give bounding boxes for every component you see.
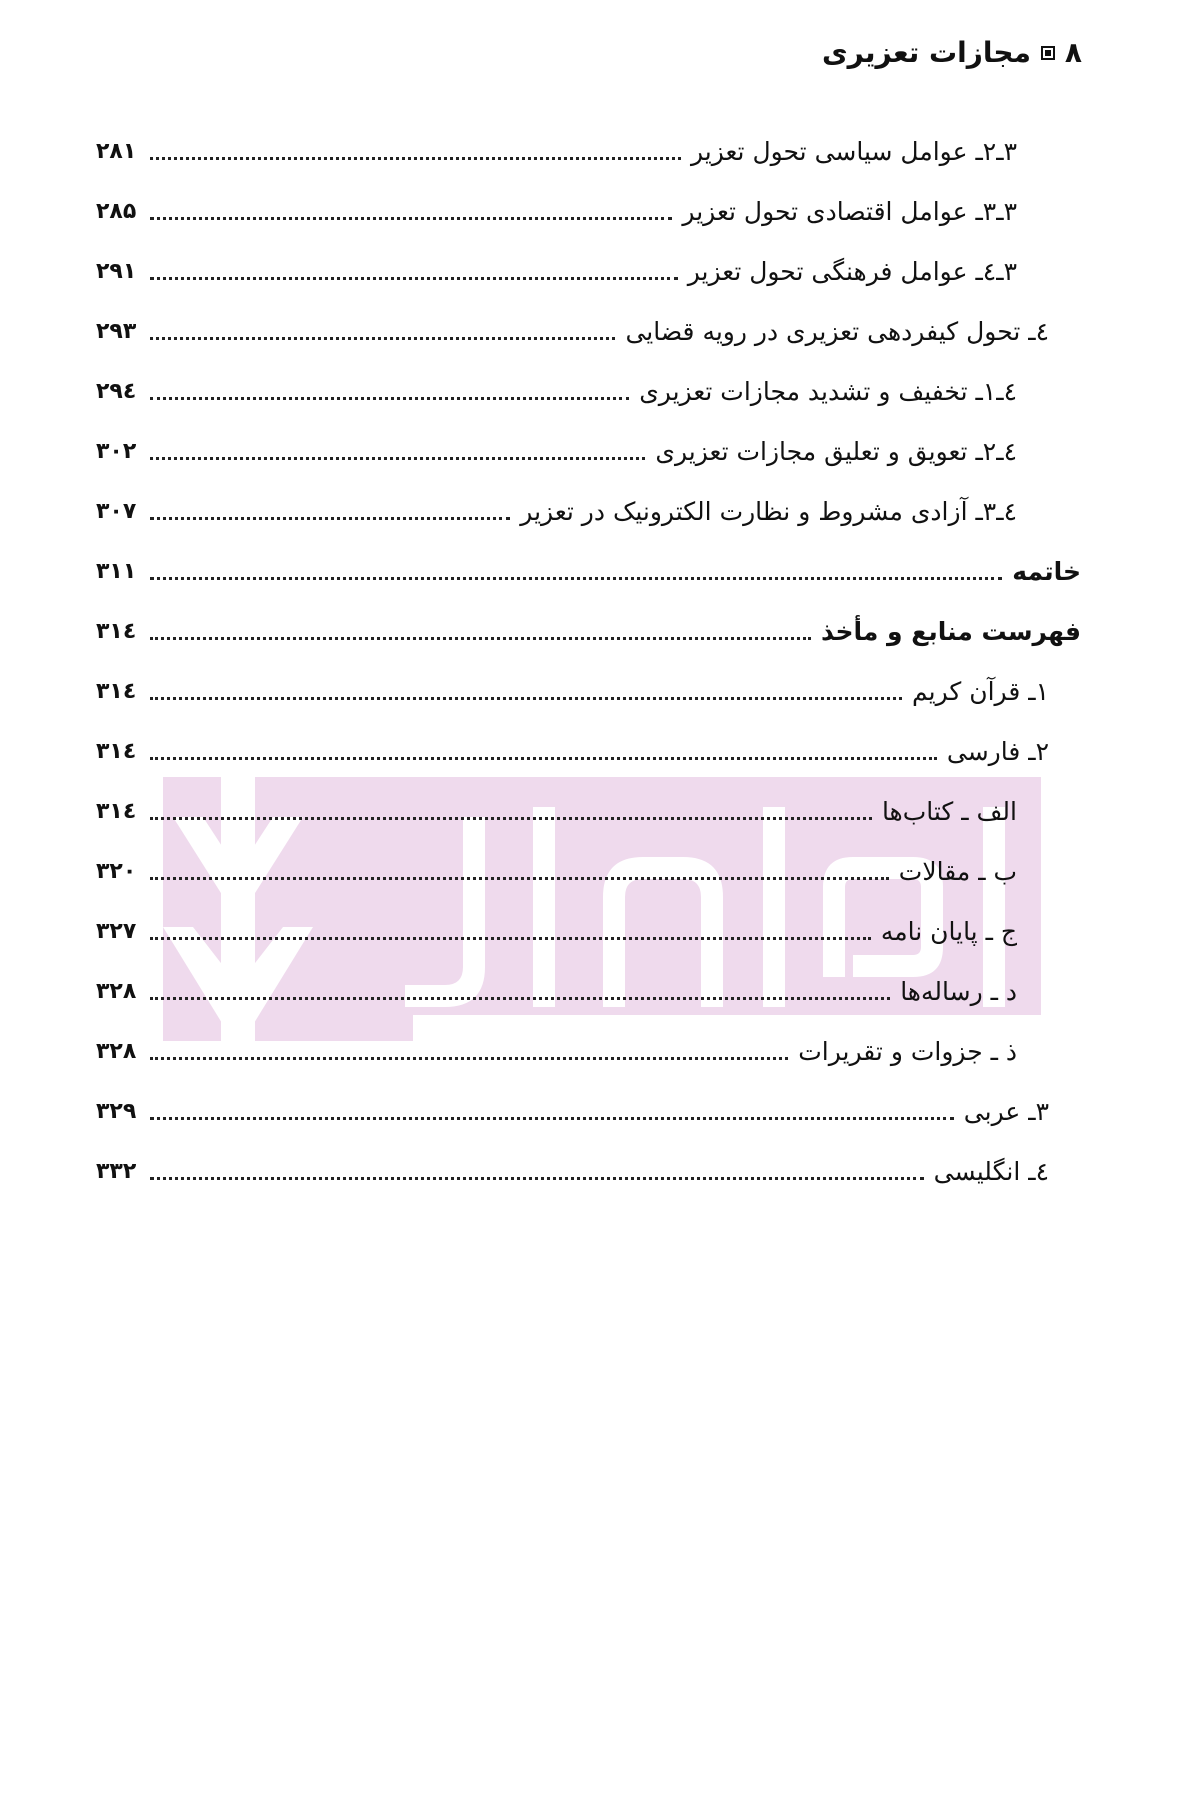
toc-entry-title: ۳ـ۲ـ عوامل سیاسی تحول تعزیر — [690, 137, 1017, 166]
toc-entry-title: ٤ـ۳ـ آزادی مشروط و نظارت الکترونیک در تعزیر — [520, 497, 1017, 526]
toc-entry — [96, 410, 1081, 470]
toc-entry — [96, 890, 1081, 950]
dot-leader — [150, 757, 937, 760]
dot-leader — [150, 1057, 788, 1060]
page-number: ۸ — [1064, 36, 1082, 69]
toc-entry-title: ٤ـ۲ـ تعویق و تعلیق مجازات تعزیری — [655, 437, 1017, 466]
toc-entry — [96, 110, 1081, 170]
toc-entry-title: ٤ـ۱ـ تخفیف و تشدید مجازات تعزیری — [639, 377, 1017, 406]
toc-entry — [96, 590, 1081, 650]
dot-leader — [150, 577, 1002, 580]
dot-leader — [150, 817, 872, 820]
toc-page-number: ۳۲۸ — [96, 979, 137, 1004]
toc-page-number: ۲۸۵ — [96, 199, 137, 224]
toc-entry-title: د ـ رساله‌ها — [900, 977, 1017, 1006]
dot-leader — [150, 997, 890, 1000]
toc-page-number: ۳۱۱ — [96, 559, 137, 584]
toc-page-number: ۲۹۳ — [96, 319, 137, 344]
toc-entry — [96, 170, 1081, 230]
toc-page-number: ۳۰۷ — [96, 499, 137, 524]
dot-leader — [150, 457, 645, 460]
toc-page-number: ۳۱٤ — [96, 739, 137, 764]
toc-entry — [96, 1130, 1081, 1190]
toc-entry-title: ۳ـ عربی — [963, 1097, 1049, 1126]
toc-entry-title: ذ ـ جزوات و تقریرات — [798, 1037, 1017, 1066]
toc-entry-title: ۱ـ قرآن کریم — [912, 677, 1049, 706]
toc-entry — [96, 350, 1081, 410]
toc-entry-title: خاتمه — [1012, 557, 1081, 586]
toc-entry — [96, 650, 1081, 710]
dot-leader — [150, 217, 672, 220]
toc-entry-title: ۲ـ فارسی — [946, 737, 1049, 766]
toc-page-number: ۳۲۷ — [96, 919, 137, 944]
dot-leader — [150, 397, 629, 400]
dot-leader — [150, 937, 871, 940]
dot-leader — [150, 1117, 954, 1120]
toc-entry-title: ۳ـ۳ـ عوامل اقتصادی تحول تعزیر — [682, 197, 1017, 226]
toc-entry-title: ج ـ پایان نامه — [880, 917, 1017, 946]
toc-page-number: ۳۳۲ — [96, 1159, 137, 1184]
toc-page-number: ۳۲۸ — [96, 1039, 137, 1064]
toc-entry — [96, 1010, 1081, 1070]
toc-page-number: ۲۸۱ — [96, 139, 137, 164]
toc-entry — [96, 710, 1081, 770]
dot-leader — [150, 697, 902, 700]
toc-entry — [96, 530, 1081, 590]
dot-leader — [150, 637, 811, 640]
toc-entry-title: ٤ـ انگلیسی — [933, 1157, 1049, 1186]
dot-leader — [150, 277, 678, 280]
toc-page-number: ۳۱٤ — [96, 799, 137, 824]
toc-entry — [96, 1070, 1081, 1130]
toc-entry — [96, 230, 1081, 290]
toc-page-number: ۳۱٤ — [96, 679, 137, 704]
square-bullet-icon — [1041, 46, 1055, 60]
toc-page-number: ۳۲۹ — [96, 1099, 137, 1124]
dot-leader — [150, 877, 889, 880]
toc-page-number: ۳۲۰ — [96, 859, 137, 884]
toc-page-number: ۲۹٤ — [96, 379, 137, 404]
dot-leader — [150, 1177, 924, 1180]
dot-leader — [150, 157, 681, 160]
toc-page-number: ۲۹۱ — [96, 259, 137, 284]
toc-entry-title: فهرست منابع و مأخذ — [821, 617, 1081, 646]
toc-page-number: ۳۱٤ — [96, 619, 137, 644]
book-title: مجازات تعزیری — [821, 36, 1031, 69]
toc-entry-title: ب ـ مقالات — [898, 857, 1017, 886]
toc-entry — [96, 830, 1081, 890]
toc-entry-title: ٤ـ تحول کیفردهی تعزیری در رویه قضایی — [625, 317, 1049, 346]
toc-entry — [96, 770, 1081, 830]
toc-page-number: ۳۰۲ — [96, 439, 137, 464]
toc-entry-title: ۳ـ٤ـ عوامل فرهنگی تحول تعزیر — [687, 257, 1017, 286]
toc-entry — [96, 290, 1081, 350]
dot-leader — [150, 517, 510, 520]
dot-leader — [150, 337, 615, 340]
toc-entry-title: الف ـ کتاب‌ها — [881, 797, 1017, 826]
table-of-contents — [96, 110, 1081, 1190]
page-header — [822, 36, 1082, 69]
toc-entry — [96, 470, 1081, 530]
toc-entry — [96, 950, 1081, 1010]
